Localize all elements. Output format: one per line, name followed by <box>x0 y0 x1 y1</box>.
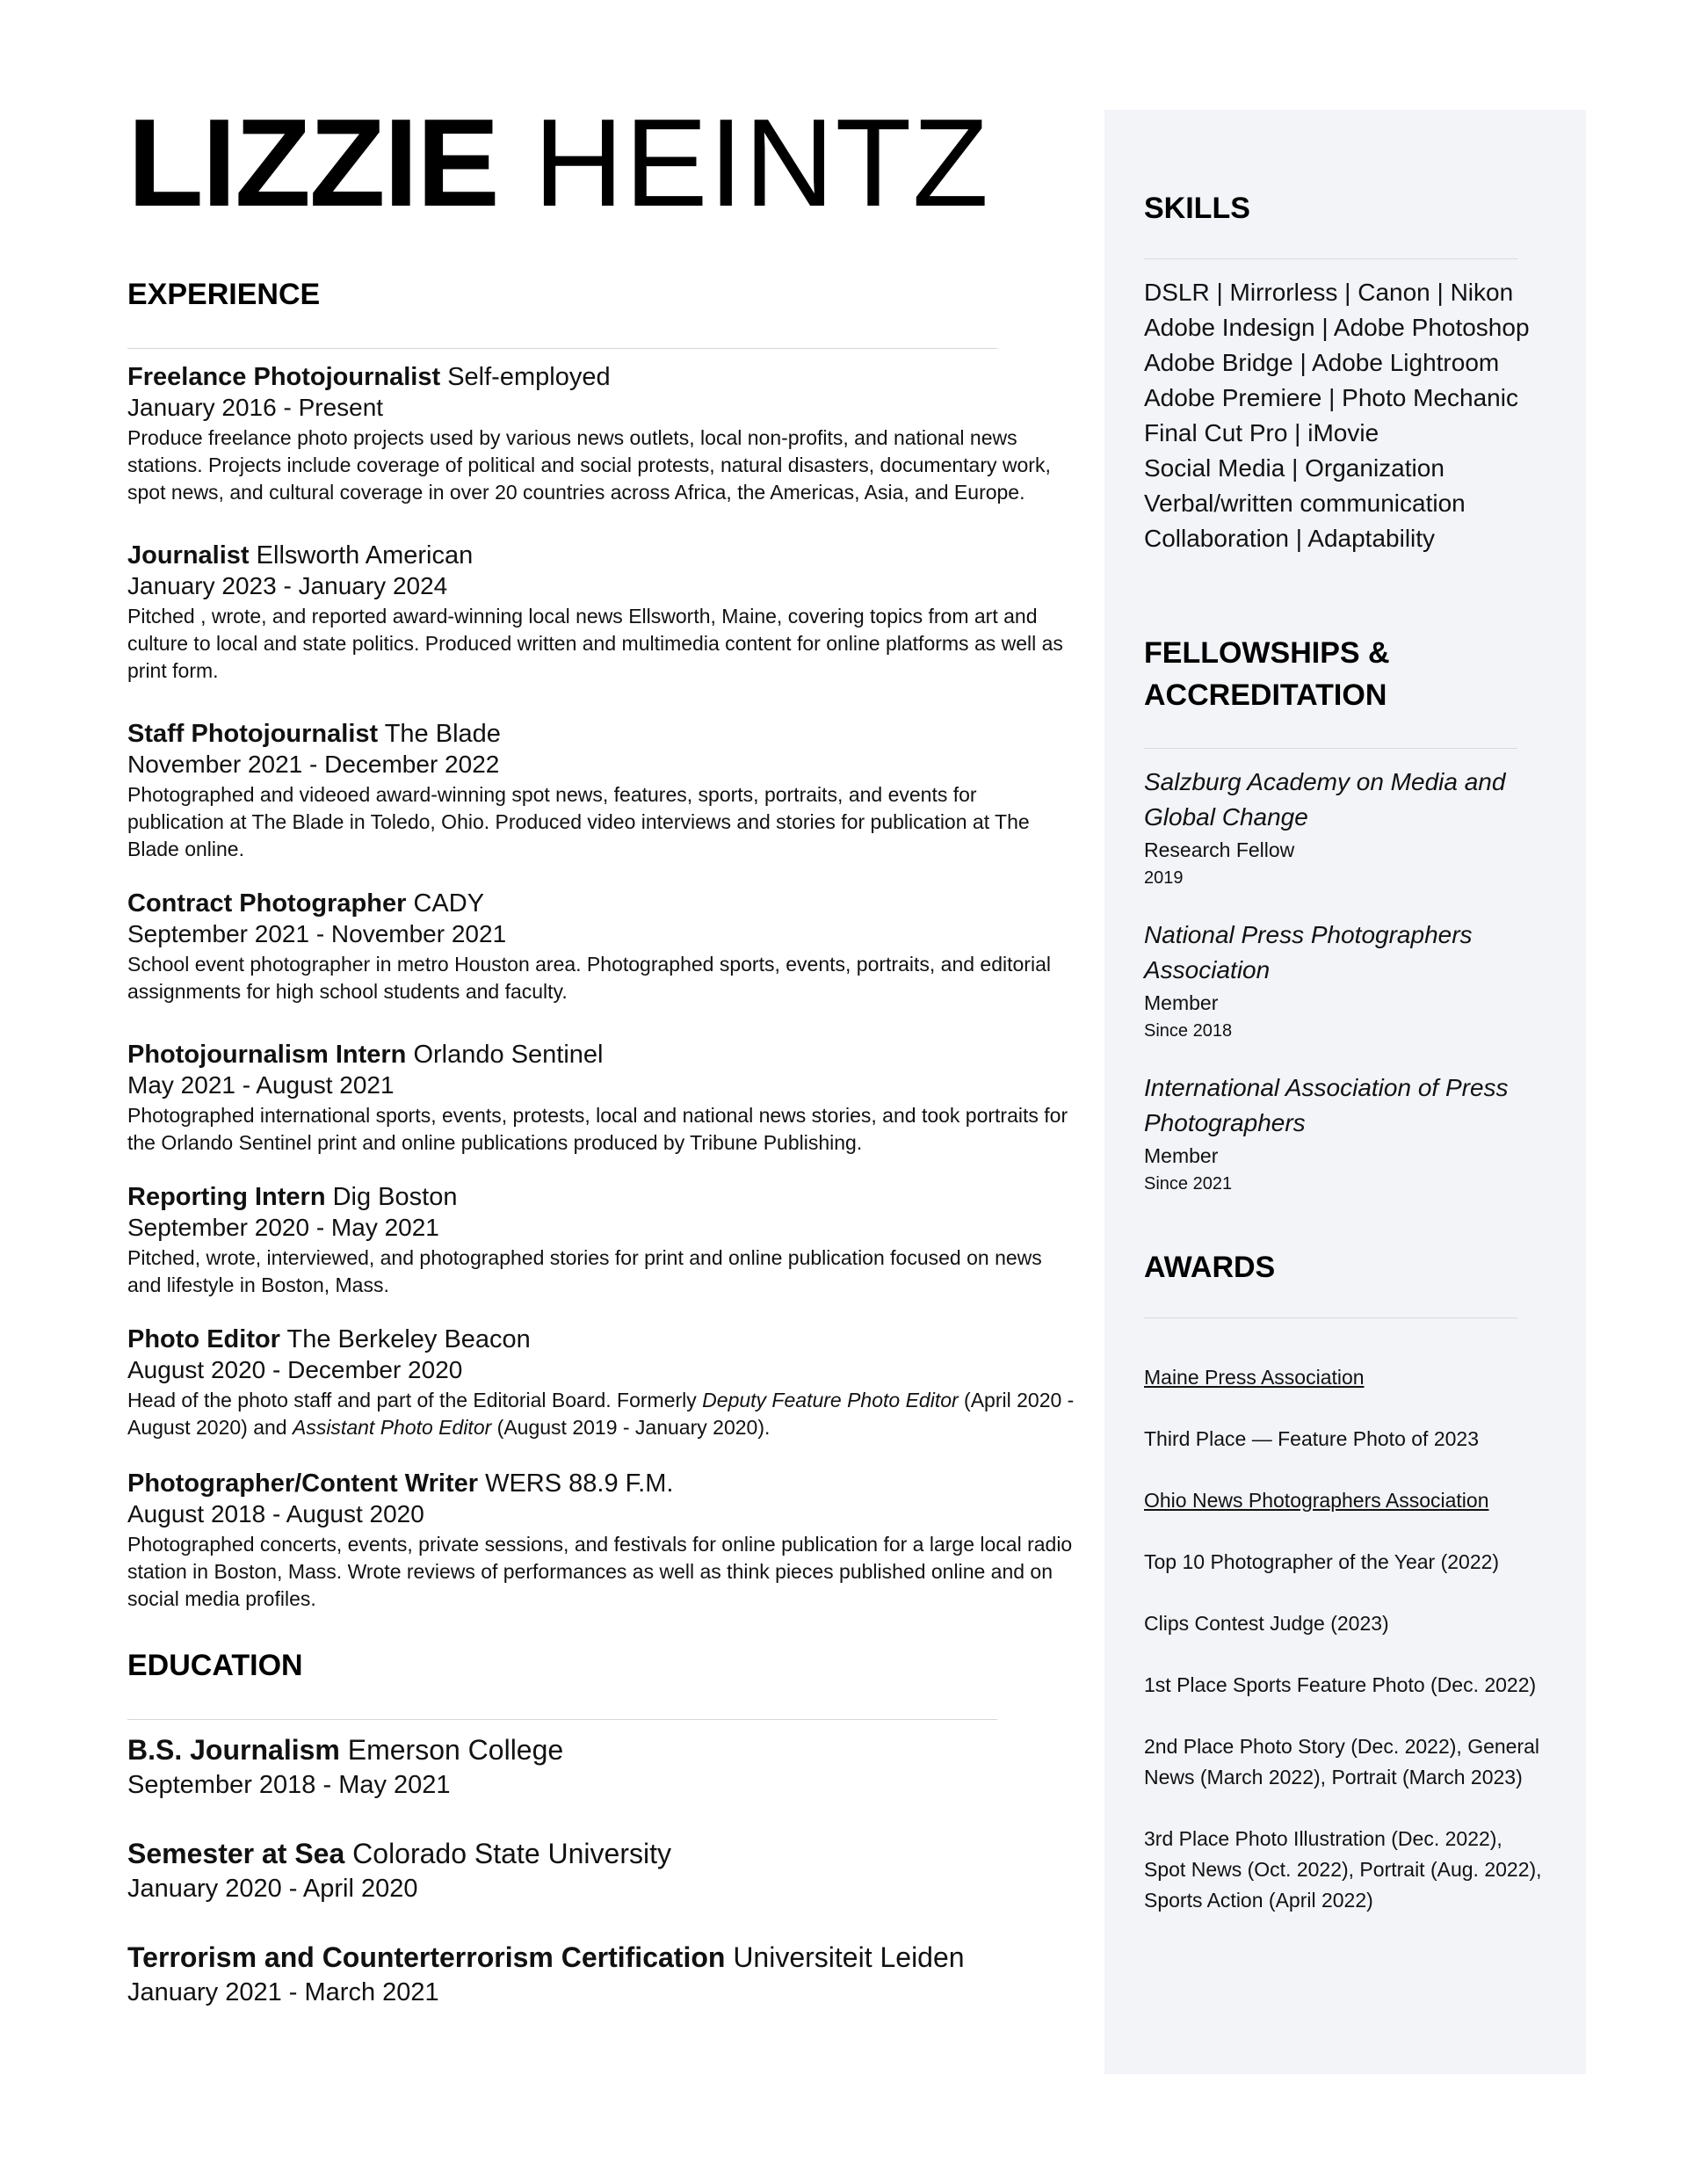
award-organization: Maine Press Association <box>1144 1365 1365 1389</box>
education-dates: September 2018 - May 2021 <box>127 1770 451 1799</box>
job-description: Head of the photo staff and part of the Editorial Board. Formerly Deputy Feature Photo Editor (April 2020 - August 2020) and Assistant Photo Editor (August 2019 - January 2020). <box>127 1388 1075 1439</box>
award-item: Top 10 Photographer of the Year (2022) <box>1144 1549 1500 1573</box>
resume-name <box>127 93 990 233</box>
degree-title: Terrorism and Counterterrorism Certification <box>127 1941 726 1973</box>
job-org: Orlando Sentinel <box>413 1040 604 1069</box>
fellowships-section <box>1144 632 1546 1197</box>
award-item: 3rd Place Photo Illustration (Dec. 2022), Spot News (Oct. 2022), Portrait (Aug. 2022), Sports Action (April 2022) <box>1144 1826 1542 1912</box>
award-item: 1st Place Sports Feature Photo (Dec. 2022) <box>1144 1672 1537 1696</box>
job-dates: August 2020 - December 2020 <box>127 1355 463 1383</box>
experience-divider <box>127 348 997 349</box>
job-title: Journalist <box>127 541 250 570</box>
institution: Colorado State University <box>352 1837 671 1869</box>
awards-divider <box>1144 1317 1517 1318</box>
awards-heading: AWARDS <box>1144 1250 1276 1284</box>
job-entry <box>127 1468 1076 1613</box>
former-role: Deputy Feature Photo Editor <box>702 1388 959 1411</box>
institution: Universiteit Leiden <box>733 1941 965 1973</box>
award-item: Clips Contest Judge (2023) <box>1144 1611 1389 1635</box>
education-entry <box>127 1836 1076 1906</box>
fellowship-name: Salzburg Academy on Media and Global Change <box>1144 767 1506 831</box>
job-entry <box>127 540 1076 685</box>
job-org: Dig Boston <box>332 1182 458 1211</box>
job-org: Ellsworth American <box>256 541 474 570</box>
fellowship-role: Member <box>1144 990 1219 1014</box>
fellowship-date: Since 2018 <box>1144 1020 1233 1041</box>
fellowship-name: International Association of Press Photographers <box>1144 1073 1509 1136</box>
job-dates: May 2021 - August 2021 <box>127 1070 395 1099</box>
job-title: Reporting Intern <box>127 1182 326 1211</box>
skills-heading: SKILLS <box>1144 192 1250 225</box>
fellowship-role: Research Fellow <box>1144 838 1295 861</box>
fellowship-name: National Press Photographers Association <box>1144 920 1473 983</box>
skill-item: Adobe Premiere | Photo Mechanic <box>1144 383 1518 411</box>
education-entry <box>127 1940 1076 2010</box>
job-entry <box>127 1324 1076 1441</box>
job-description: Photographed international sports, events, protests, local and national news stories, and took portraits for the Orlando Sentinel print and online publications produced by Tribune Publishing. <box>127 1103 1068 1154</box>
job-description: School event photographer in metro Houston area. Photographed sports, events, portraits, and editorial assignments for high school students and faculty. <box>127 952 1051 1003</box>
award-item: Third Place — Feature Photo of 2023 <box>1144 1426 1479 1450</box>
job-dates: August 2018 - August 2020 <box>127 1499 424 1527</box>
job-entry <box>127 1181 1076 1299</box>
skills-divider <box>1144 258 1517 259</box>
job-org: The Blade <box>384 719 501 748</box>
education-dates: January 2021 - March 2021 <box>127 1977 439 2006</box>
job-title: Contract Photographer <box>127 889 407 918</box>
main-column <box>127 277 1076 2043</box>
award-organization: Ohio News Photographers Association <box>1144 1488 1489 1512</box>
experience-heading: EXPERIENCE <box>127 278 321 311</box>
degree-title: B.S. Journalism <box>127 1733 340 1766</box>
job-title: Photo Editor <box>127 1324 280 1353</box>
skill-item: Social Media | Organization <box>1144 453 1444 482</box>
skill-item: Adobe Indesign | Adobe Photoshop <box>1144 313 1530 341</box>
job-description: Produce freelance photo projects used by various news outlets, local non-profits, and national news stations. Projects include coverage of political and social protests, natural disasters, documentary work, spot news, and cultural coverage in over 20 countries across Africa, the Americas, Asia, and Europe. <box>127 425 1051 504</box>
job-title: Freelance Photojournalist <box>127 362 441 391</box>
job-dates: January 2016 - Present <box>127 393 384 421</box>
education-divider <box>127 1719 997 1720</box>
fellowship-entry <box>1144 1070 1546 1197</box>
fellowships-heading: FELLOWSHIPS & ACCREDITATION <box>1144 635 1390 712</box>
job-title: Staff Photojournalist <box>127 719 379 748</box>
job-description: Pitched , wrote, and reported award-winning local news Ellsworth, Maine, covering topics from art and culture to local and state politics. Produced written and multimedia content for online platforms as well as print form. <box>127 604 1063 682</box>
institution: Emerson College <box>347 1733 564 1766</box>
job-org: CADY <box>413 889 485 918</box>
job-dates: September 2020 - May 2021 <box>127 1213 439 1241</box>
job-title: Photojournalism Intern <box>127 1040 407 1069</box>
job-entry <box>127 361 1076 506</box>
fellowships-divider <box>1144 748 1517 749</box>
job-org: Self-employed <box>447 362 611 391</box>
sidebar <box>1104 110 1586 2074</box>
job-dates: September 2021 - November 2021 <box>127 919 507 947</box>
job-description: Photographed concerts, events, private sessions, and festivals for online publication for a large local radio station in Boston, Mass. Wrote reviews of performances as well as think pieces published online and on social media profiles. <box>127 1532 1073 1610</box>
skill-item: Collaboration | Adaptability <box>1144 524 1436 552</box>
skill-item: Verbal/written communication <box>1144 489 1466 517</box>
job-entry <box>127 1039 1076 1157</box>
first-name: LIZZIE <box>127 93 498 233</box>
job-entry <box>127 718 1076 863</box>
degree-title: Semester at Sea <box>127 1837 345 1869</box>
fellowship-date: 2019 <box>1144 867 1184 888</box>
award-item: 2nd Place Photo Story (Dec. 2022), General News (March 2022), Portrait (March 2023) <box>1144 1734 1540 1789</box>
fellowship-entry <box>1144 765 1546 891</box>
education-entry <box>127 1732 1076 1803</box>
job-org: WERS 88.9 F.M. <box>485 1469 674 1498</box>
job-title: Photographer/Content Writer <box>127 1469 479 1498</box>
skill-item: Adobe Bridge | Adobe Lightroom <box>1144 348 1500 376</box>
job-dates: January 2023 - January 2024 <box>127 571 448 599</box>
fellowship-entry <box>1144 918 1546 1044</box>
skills-list <box>1144 275 1546 556</box>
last-name: HEINTZ <box>533 93 990 233</box>
education-dates: January 2020 - April 2020 <box>127 1874 418 1903</box>
job-dates: November 2021 - December 2022 <box>127 750 500 778</box>
job-entry <box>127 888 1076 1005</box>
job-description: Photographed and videoed award-winning spot news, features, sports, portraits, and events for publication at The Blade in Toledo, Ohio. Produced video interviews and stories for publication at The Blade online. <box>127 782 1030 860</box>
former-role: Assistant Photo Editor <box>292 1415 492 1439</box>
fellowship-role: Member <box>1144 1143 1219 1167</box>
fellowship-date: Since 2021 <box>1144 1173 1233 1194</box>
skill-item: DSLR | Mirrorless | Canon | Nikon <box>1144 278 1514 306</box>
awards-section <box>1144 1250 1546 1916</box>
job-org: The Berkeley Beacon <box>286 1324 531 1353</box>
job-description: Pitched, wrote, interviewed, and photographed stories for print and online publication focused on news and lifestyle in Boston, Mass. <box>127 1245 1042 1296</box>
skill-item: Final Cut Pro | iMovie <box>1144 418 1379 446</box>
education-heading: EDUCATION <box>127 1648 303 1682</box>
